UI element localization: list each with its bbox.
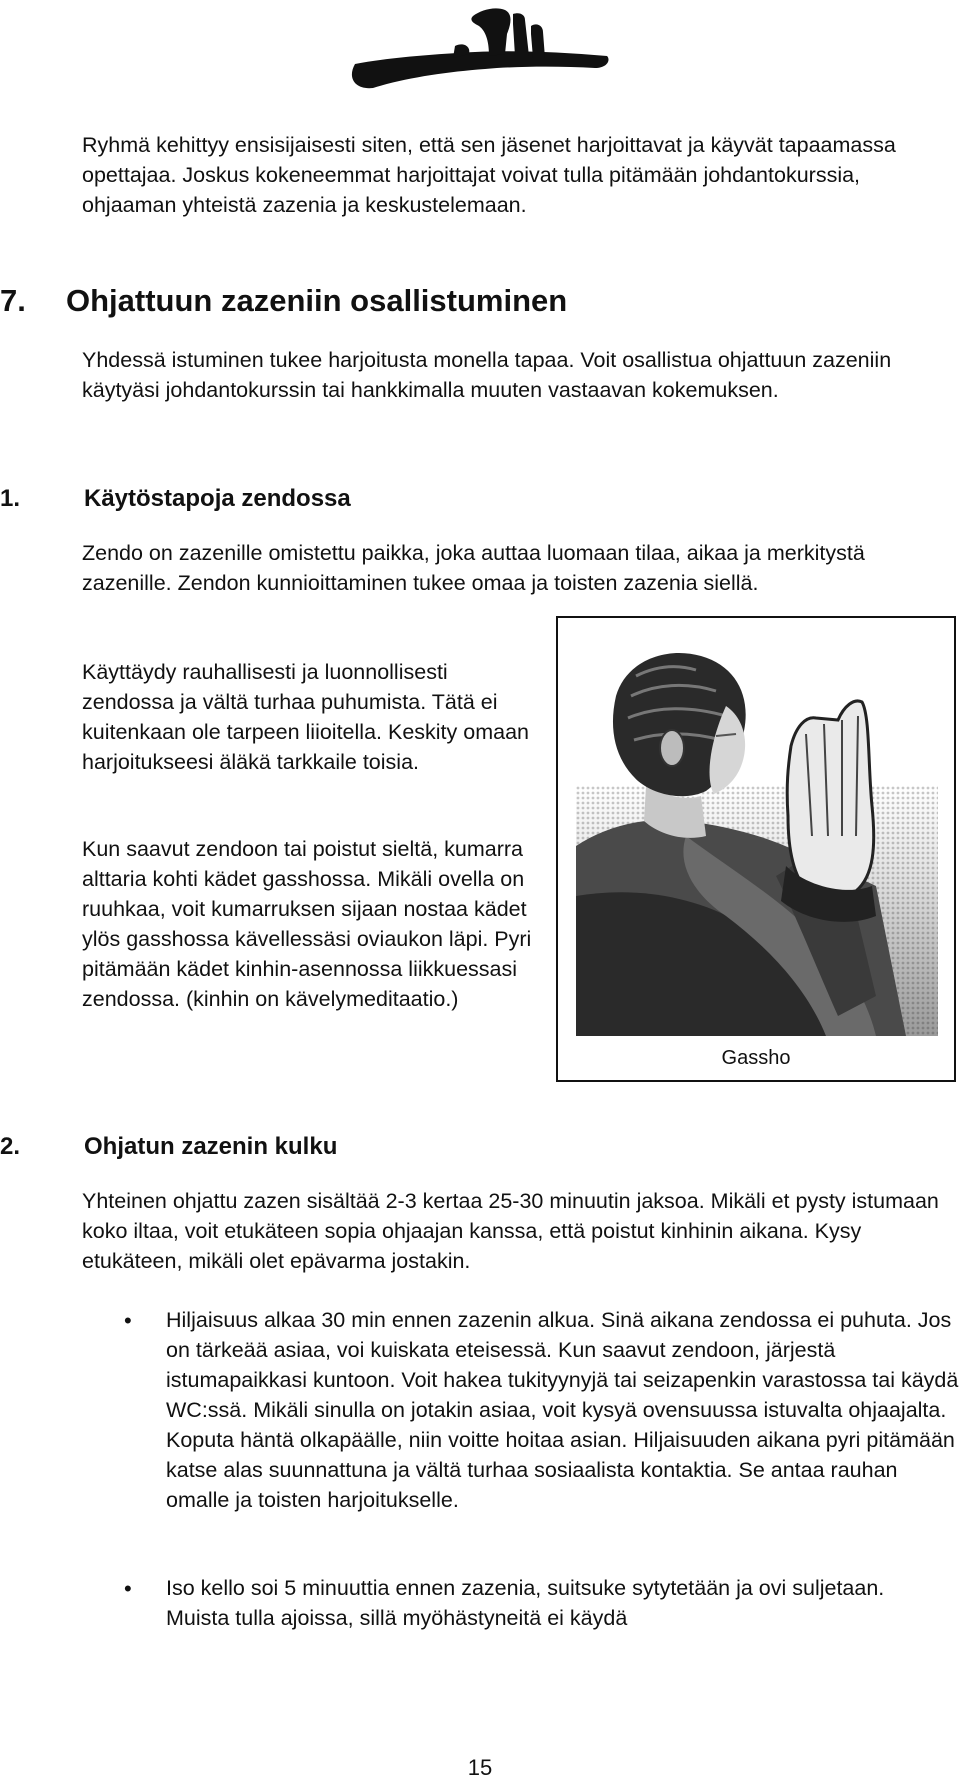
bullet-text: Iso kello soi 5 minuuttia ennen zazenia, suitsuke sytytetään ja ovi suljetaan. Muista tulla ajoissa, sillä myöhästyneitä ei käydä (166, 1576, 885, 1630)
section-1-paragraph-3: Kun saavut zendoon tai poistut sieltä, kumarra alttaria kohti kädet gasshossa. Mikäli ovella on ruuhkaa, voit kumarruksen sijaan nostaa kädet ylös gasshossa kävellessäsi oviaukon läpi. Pyri pitämään kädet kinhin-asennossa liikkuessasi zendossa. (kinhin on kävelymeditaatio.) (82, 837, 532, 1011)
gassho-figure (556, 616, 956, 1082)
section-1-paragraph: Zendo on zazenille omistettu paikka, joka auttaa luomaan tilaa, aikaa ja merkitystä zazenille. Zendon kunnioittaminen tukee omaa ja toisten zazenia siellä. (82, 541, 865, 595)
section-1-title: Käytöstapoja zendossa (84, 485, 351, 512)
section-7-number: 7. (0, 283, 26, 318)
section-7-title: Ohjattuun zazeniin osallistuminen (66, 283, 568, 318)
section-2-number: 2. (0, 1133, 21, 1160)
bullet-icon: • (124, 1308, 132, 1333)
gassho-illustration (576, 636, 938, 1036)
bullet-text: Hiljaisuus alkaa 30 min ennen zazenin alkua. Sinä aikana zendossa ei puhuta. Jos on tärkeää asiaa, voi kuiskata eteisessä. Kun saavut zendoon, järjestä istumapaikkasi kuntoon. Voit hakea tukityynyjä tai seizapenkin varastossa tai käydä WC:ssä. Mikäli sinulla on jotakin asiaa, voit kysyä ovensuussa istuvalta ohjaajalta. Koputa häntä olkapäälle, niin voitte hoitaa asian. Hiljaisuuden aikana pyri pitämään katse alas suunnattuna ja vältä turhaa sosiaalista kontaktia. Se antaa rauhan omalle ja toisten harjoitukselle. (166, 1308, 959, 1512)
brush-calligraphy-logo (345, 2, 615, 94)
section-7-paragraph: Yhdessä istuminen tukee harjoitusta monella tapaa. Voit osallistua ohjattuun zazeniin käytyäsi johdantokurssin tai hankkimalla muuten vastaavan kokemuksen. (82, 348, 892, 402)
figure-caption: Gassho (721, 1047, 791, 1069)
intro-paragraph: Ryhmä kehittyy ensisijaisesti siten, että sen jäsenet harjoittavat ja käyvät tapaamassa opettajaa. Joskus kokeneemmat harjoittajat voivat tulla pitämään johdantokurssia, ohjaaman yhteistä zazenia ja keskustelemaan. (82, 133, 896, 217)
section-1-number: 1. (0, 485, 21, 512)
bullet-icon: • (124, 1576, 132, 1601)
section-2-paragraph: Yhteinen ohjattu zazen sisältää 2-3 kertaa 25-30 minuutin jaksoa. Mikäli et pysty istumaan koko iltaa, voit etukäteen sopia ohjaajan kanssa, että poistut kinhinin aikana. Kysy etukäteen, mikäli olet epävarma jostakin. (82, 1189, 939, 1273)
section-1-paragraph-2: Käyttäydy rauhallisesti ja luonnollisesti zendossa ja vältä turhaa puhumista. Tätä ei kuitenkaan ole tarpeen liioitella. Keskity omaan harjoitukseesi äläkä tarkkaile toisia. (82, 660, 529, 774)
page-number: 15 (467, 1755, 493, 1780)
section-2-title: Ohjatun zazenin kulku (84, 1133, 338, 1160)
